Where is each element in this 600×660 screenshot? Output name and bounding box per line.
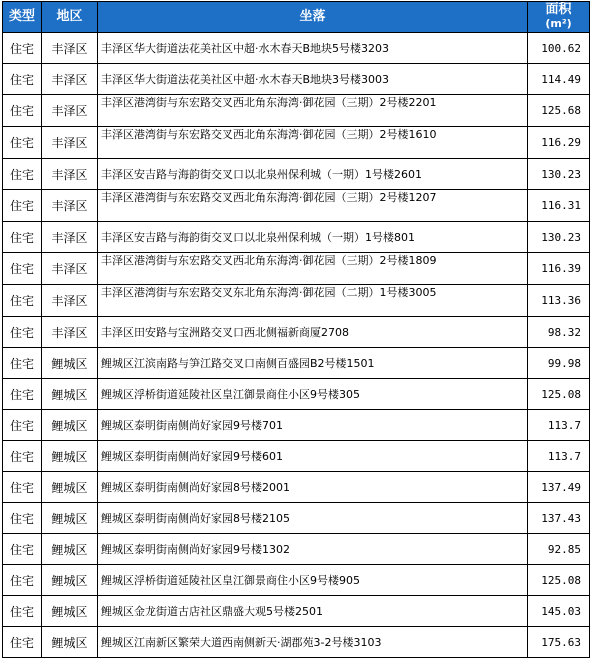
table-row [3,596,590,627]
cell-type: 住宅 [3,317,42,348]
cell-district: 丰泽区 [42,33,98,64]
cell-type: 住宅 [3,64,42,95]
cell-type: 住宅 [3,534,42,565]
cell-type: 住宅 [3,348,42,379]
cell-type: 住宅 [3,379,42,410]
header-type: 类型 [3,2,42,33]
cell-type: 住宅 [3,253,42,285]
cell-district: 鲤城区 [42,379,98,410]
cell-area: 99.98 [528,348,590,379]
cell-type: 住宅 [3,222,42,253]
cell-district: 鲤城区 [42,472,98,503]
cell-district: 丰泽区 [42,222,98,253]
header-area-unit: (m²) [545,17,572,30]
table-row [3,379,590,410]
cell-area: 113.36 [528,285,590,317]
cell-district: 丰泽区 [42,285,98,317]
cell-district: 鲤城区 [42,441,98,472]
cell-district: 丰泽区 [42,317,98,348]
cell-address: 鲤城区金龙街道古店社区鼎盛大观5号楼2501 [98,596,528,627]
cell-area: 175.63 [528,627,590,658]
cell-area: 92.85 [528,534,590,565]
table-row [3,503,590,534]
cell-address: 丰泽区港湾街与东宏路交叉西北角东海湾·御花园（三期）2号楼2201 [98,95,528,127]
cell-type: 住宅 [3,627,42,658]
cell-type: 住宅 [3,410,42,441]
table-row [3,95,590,127]
cell-address: 鲤城区江滨南路与笋江路交叉口南侧百盛园B2号楼1501 [98,348,528,379]
table-body [3,33,590,658]
cell-address: 丰泽区港湾街与东宏路交叉西北角东海湾·御花园（三期）2号楼1207 [98,190,528,222]
table-row [3,285,590,317]
table-header [3,2,590,33]
cell-address: 丰泽区华大街道法花美社区中超·水木春天B地块5号楼3203 [98,33,528,64]
cell-type: 住宅 [3,472,42,503]
table-row [3,472,590,503]
cell-area: 125.08 [528,379,590,410]
cell-address: 鲤城区泰明街南侧尚好家园9号楼601 [98,441,528,472]
cell-type: 住宅 [3,503,42,534]
cell-address: 鲤城区浮桥街道延陵社区皇江御景商住小区9号楼305 [98,379,528,410]
cell-area: 116.29 [528,127,590,159]
cell-area: 125.68 [528,95,590,127]
table-row [3,159,590,190]
cell-area: 113.7 [528,441,590,472]
table-row [3,253,590,285]
table-row [3,222,590,253]
cell-area: 130.23 [528,159,590,190]
cell-district: 鲤城区 [42,348,98,379]
cell-type: 住宅 [3,127,42,159]
cell-area: 114.49 [528,64,590,95]
table-row [3,627,590,658]
table-row [3,410,590,441]
cell-district: 鲤城区 [42,534,98,565]
cell-district: 丰泽区 [42,95,98,127]
cell-district: 丰泽区 [42,190,98,222]
cell-type: 住宅 [3,596,42,627]
table-row [3,441,590,472]
cell-type: 住宅 [3,441,42,472]
cell-address: 丰泽区港湾街与东宏路交叉东北角东海湾·御花园（二期）1号楼3005 [98,285,528,317]
cell-area: 116.31 [528,190,590,222]
table-row [3,565,590,596]
cell-address: 鲤城区泰明街南侧尚好家园8号楼2001 [98,472,528,503]
cell-area: 130.23 [528,222,590,253]
table-row [3,190,590,222]
cell-address: 丰泽区港湾街与东宏路交叉西北角东海湾·御花园（三期）2号楼1610 [98,127,528,159]
cell-area: 145.03 [528,596,590,627]
header-row [3,2,590,33]
cell-address: 鲤城区泰明街南侧尚好家园9号楼1302 [98,534,528,565]
cell-type: 住宅 [3,33,42,64]
cell-address: 丰泽区安吉路与海韵街交叉口以北泉州保利城（一期）1号楼2601 [98,159,528,190]
cell-area: 137.43 [528,503,590,534]
cell-district: 丰泽区 [42,127,98,159]
cell-area: 100.62 [528,33,590,64]
table-row [3,534,590,565]
cell-address: 丰泽区港湾街与东宏路交叉西北角东海湾·御花园（三期）2号楼1809 [98,253,528,285]
cell-area: 98.32 [528,317,590,348]
cell-type: 住宅 [3,95,42,127]
cell-district: 鲤城区 [42,503,98,534]
property-table [2,1,590,658]
table-row [3,348,590,379]
header-area [528,2,590,33]
cell-address: 丰泽区田安路与宝洲路交叉口西北侧福新商厦2708 [98,317,528,348]
cell-district: 鲤城区 [42,565,98,596]
cell-area: 137.49 [528,472,590,503]
table-row [3,64,590,95]
header-area-label: 面积 [545,2,572,17]
cell-district: 丰泽区 [42,159,98,190]
cell-address: 鲤城区泰明街南侧尚好家园8号楼2105 [98,503,528,534]
cell-district: 鲤城区 [42,596,98,627]
cell-address: 鲤城区泰明街南侧尚好家园9号楼701 [98,410,528,441]
cell-type: 住宅 [3,565,42,596]
cell-type: 住宅 [3,285,42,317]
cell-type: 住宅 [3,159,42,190]
cell-type: 住宅 [3,190,42,222]
header-district: 地区 [42,2,98,33]
cell-address: 鲤城区江南新区繁荣大道西南侧新天·湖郡苑3-2号楼3103 [98,627,528,658]
cell-district: 丰泽区 [42,64,98,95]
cell-address: 鲤城区浮桥街道延陵社区皇江御景商住小区9号楼905 [98,565,528,596]
cell-district: 鲤城区 [42,410,98,441]
header-address: 坐落 [98,2,528,33]
cell-area: 113.7 [528,410,590,441]
cell-district: 鲤城区 [42,627,98,658]
cell-address: 丰泽区安吉路与海韵街交叉口以北泉州保利城（一期）1号楼801 [98,222,528,253]
cell-area: 116.39 [528,253,590,285]
table-row [3,33,590,64]
table-row [3,127,590,159]
table-row [3,317,590,348]
cell-district: 丰泽区 [42,253,98,285]
cell-area: 125.08 [528,565,590,596]
cell-address: 丰泽区华大街道法花美社区中超·水木春天B地块3号楼3003 [98,64,528,95]
